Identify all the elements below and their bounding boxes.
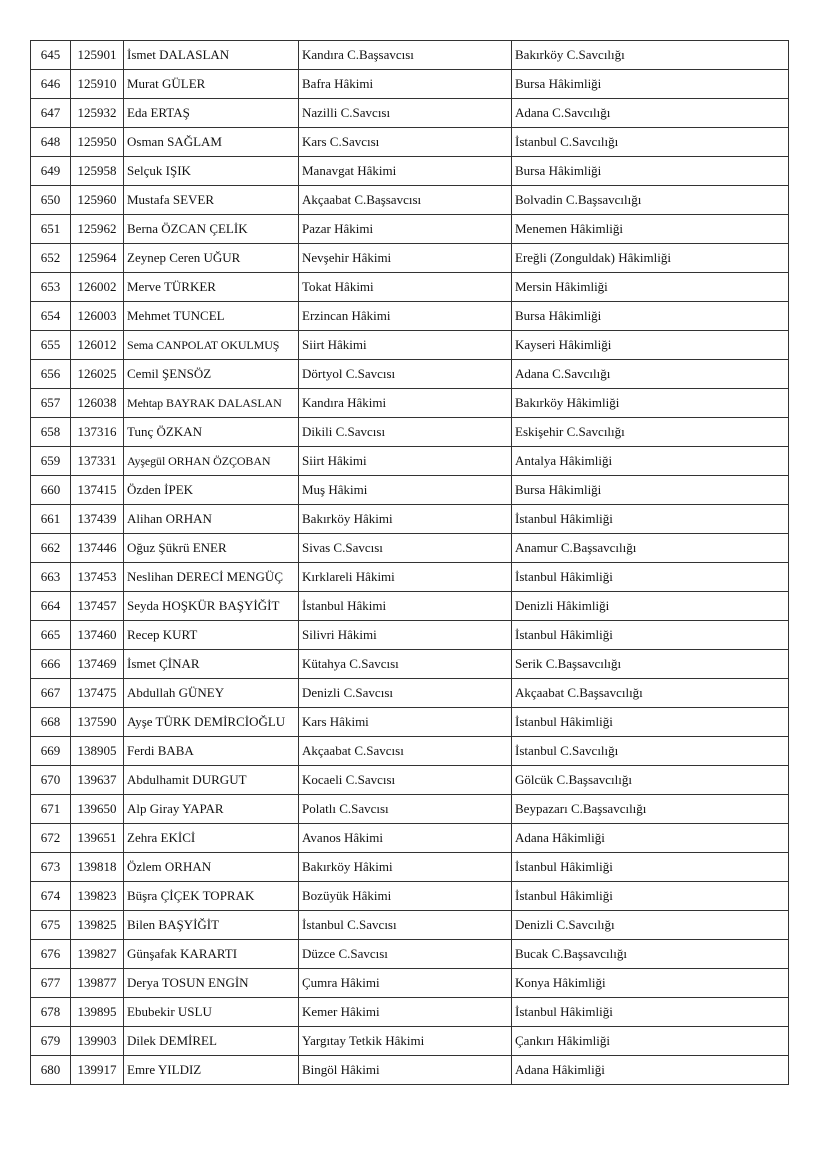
table-row bbox=[31, 128, 789, 157]
table-row bbox=[31, 969, 789, 998]
row-number-cell: 674 bbox=[31, 882, 71, 911]
new-post-cell: İstanbul Hâkimliği bbox=[512, 882, 789, 911]
name-cell: Mehtap BAYRAK DALASLAN bbox=[124, 389, 299, 418]
name-cell: Oğuz Şükrü ENER bbox=[124, 534, 299, 563]
name-cell: Ebubekir USLU bbox=[124, 998, 299, 1027]
current-post-cell: Siirt Hâkimi bbox=[299, 447, 512, 476]
row-number-cell: 652 bbox=[31, 244, 71, 273]
name-cell: Ayşe TÜRK DEMİRCİOĞLU bbox=[124, 708, 299, 737]
table-row bbox=[31, 41, 789, 70]
name-cell: Mustafa SEVER bbox=[124, 186, 299, 215]
table-row bbox=[31, 1027, 789, 1056]
table-row bbox=[31, 186, 789, 215]
current-post-cell: Nevşehir Hâkimi bbox=[299, 244, 512, 273]
registry-number-cell: 139637 bbox=[71, 766, 124, 795]
registry-number-cell: 139877 bbox=[71, 969, 124, 998]
table-row bbox=[31, 766, 789, 795]
table-row bbox=[31, 157, 789, 186]
new-post-cell: İstanbul Hâkimliği bbox=[512, 505, 789, 534]
registry-number-cell: 137469 bbox=[71, 650, 124, 679]
row-number-cell: 660 bbox=[31, 476, 71, 505]
row-number-cell: 663 bbox=[31, 563, 71, 592]
table-row bbox=[31, 331, 789, 360]
table-row bbox=[31, 534, 789, 563]
registry-number-cell: 126002 bbox=[71, 273, 124, 302]
table-row bbox=[31, 99, 789, 128]
table-row bbox=[31, 302, 789, 331]
current-post-cell: Denizli C.Savcısı bbox=[299, 679, 512, 708]
new-post-cell: Denizli C.Savcılığı bbox=[512, 911, 789, 940]
name-cell: Merve TÜRKER bbox=[124, 273, 299, 302]
table-row bbox=[31, 650, 789, 679]
current-post-cell: Kars C.Savcısı bbox=[299, 128, 512, 157]
current-post-cell: Çumra Hâkimi bbox=[299, 969, 512, 998]
registry-number-cell: 137415 bbox=[71, 476, 124, 505]
new-post-cell: Akçaabat C.Başsavcılığı bbox=[512, 679, 789, 708]
table-row bbox=[31, 215, 789, 244]
name-cell: Seyda HOŞKÜR BAŞYİĞİT bbox=[124, 592, 299, 621]
row-number-cell: 671 bbox=[31, 795, 71, 824]
row-number-cell: 657 bbox=[31, 389, 71, 418]
row-number-cell: 658 bbox=[31, 418, 71, 447]
row-number-cell: 651 bbox=[31, 215, 71, 244]
table-row bbox=[31, 505, 789, 534]
name-cell: Dilek DEMİREL bbox=[124, 1027, 299, 1056]
current-post-cell: Polatlı C.Savcısı bbox=[299, 795, 512, 824]
row-number-cell: 673 bbox=[31, 853, 71, 882]
registry-number-cell: 138905 bbox=[71, 737, 124, 766]
new-post-cell: Bucak C.Başsavcılığı bbox=[512, 940, 789, 969]
name-cell: Özlem ORHAN bbox=[124, 853, 299, 882]
document-page bbox=[30, 40, 789, 1085]
registry-number-cell: 139651 bbox=[71, 824, 124, 853]
current-post-cell: Kocaeli C.Savcısı bbox=[299, 766, 512, 795]
new-post-cell: Mersin Hâkimliği bbox=[512, 273, 789, 302]
new-post-cell: İstanbul C.Savcılığı bbox=[512, 128, 789, 157]
table-row bbox=[31, 389, 789, 418]
new-post-cell: Bakırköy Hâkimliği bbox=[512, 389, 789, 418]
registry-number-cell: 126038 bbox=[71, 389, 124, 418]
current-post-cell: Nazilli C.Savcısı bbox=[299, 99, 512, 128]
current-post-cell: Kandıra C.Başsavcısı bbox=[299, 41, 512, 70]
new-post-cell: Kayseri Hâkimliği bbox=[512, 331, 789, 360]
current-post-cell: Silivri Hâkimi bbox=[299, 621, 512, 650]
new-post-cell: Menemen Hâkimliği bbox=[512, 215, 789, 244]
name-cell: Selçuk IŞIK bbox=[124, 157, 299, 186]
new-post-cell: Konya Hâkimliği bbox=[512, 969, 789, 998]
registry-number-cell: 139917 bbox=[71, 1056, 124, 1085]
registry-number-cell: 139650 bbox=[71, 795, 124, 824]
row-number-cell: 680 bbox=[31, 1056, 71, 1085]
table-row bbox=[31, 1056, 789, 1085]
table-row bbox=[31, 882, 789, 911]
table-body bbox=[31, 41, 789, 1085]
name-cell: Günşafak KARARTI bbox=[124, 940, 299, 969]
name-cell: Özden İPEK bbox=[124, 476, 299, 505]
registry-number-cell: 137316 bbox=[71, 418, 124, 447]
current-post-cell: Kandıra Hâkimi bbox=[299, 389, 512, 418]
registry-number-cell: 137446 bbox=[71, 534, 124, 563]
name-cell: Sema CANPOLAT OKULMUŞ bbox=[124, 331, 299, 360]
row-number-cell: 679 bbox=[31, 1027, 71, 1056]
current-post-cell: Sivas C.Savcısı bbox=[299, 534, 512, 563]
row-number-cell: 666 bbox=[31, 650, 71, 679]
registry-number-cell: 125960 bbox=[71, 186, 124, 215]
row-number-cell: 647 bbox=[31, 99, 71, 128]
registry-number-cell: 139827 bbox=[71, 940, 124, 969]
row-number-cell: 656 bbox=[31, 360, 71, 389]
row-number-cell: 645 bbox=[31, 41, 71, 70]
table-row bbox=[31, 447, 789, 476]
new-post-cell: İstanbul Hâkimliği bbox=[512, 563, 789, 592]
row-number-cell: 669 bbox=[31, 737, 71, 766]
registry-number-cell: 125910 bbox=[71, 70, 124, 99]
table-row bbox=[31, 360, 789, 389]
current-post-cell: Dikili C.Savcısı bbox=[299, 418, 512, 447]
registry-number-cell: 125962 bbox=[71, 215, 124, 244]
new-post-cell: Adana Hâkimliği bbox=[512, 1056, 789, 1085]
registry-number-cell: 126003 bbox=[71, 302, 124, 331]
registry-number-cell: 125932 bbox=[71, 99, 124, 128]
new-post-cell: İstanbul Hâkimliği bbox=[512, 708, 789, 737]
registry-number-cell: 139903 bbox=[71, 1027, 124, 1056]
current-post-cell: Kemer Hâkimi bbox=[299, 998, 512, 1027]
registry-number-cell: 137331 bbox=[71, 447, 124, 476]
new-post-cell: Bolvadin C.Başsavcılığı bbox=[512, 186, 789, 215]
current-post-cell: Muş Hâkimi bbox=[299, 476, 512, 505]
new-post-cell: Bursa Hâkimliği bbox=[512, 70, 789, 99]
name-cell: Abdullah GÜNEY bbox=[124, 679, 299, 708]
registry-number-cell: 139818 bbox=[71, 853, 124, 882]
registry-number-cell: 125958 bbox=[71, 157, 124, 186]
name-cell: Ferdi BABA bbox=[124, 737, 299, 766]
current-post-cell: Manavgat Hâkimi bbox=[299, 157, 512, 186]
row-number-cell: 648 bbox=[31, 128, 71, 157]
current-post-cell: Siirt Hâkimi bbox=[299, 331, 512, 360]
current-post-cell: Akçaabat C.Savcısı bbox=[299, 737, 512, 766]
table-row bbox=[31, 911, 789, 940]
registry-number-cell: 137590 bbox=[71, 708, 124, 737]
table-row bbox=[31, 476, 789, 505]
row-number-cell: 659 bbox=[31, 447, 71, 476]
new-post-cell: İstanbul Hâkimliği bbox=[512, 998, 789, 1027]
name-cell: İsmet DALASLAN bbox=[124, 41, 299, 70]
table-row bbox=[31, 244, 789, 273]
new-post-cell: Bakırköy C.Savcılığı bbox=[512, 41, 789, 70]
name-cell: Alp Giray YAPAR bbox=[124, 795, 299, 824]
name-cell: Eda ERTAŞ bbox=[124, 99, 299, 128]
table-row bbox=[31, 998, 789, 1027]
table-row bbox=[31, 563, 789, 592]
new-post-cell: Denizli Hâkimliği bbox=[512, 592, 789, 621]
table-row bbox=[31, 592, 789, 621]
row-number-cell: 672 bbox=[31, 824, 71, 853]
name-cell: Cemil ŞENSÖZ bbox=[124, 360, 299, 389]
new-post-cell: Anamur C.Başsavcılığı bbox=[512, 534, 789, 563]
row-number-cell: 675 bbox=[31, 911, 71, 940]
new-post-cell: Beypazarı C.Başsavcılığı bbox=[512, 795, 789, 824]
table-row bbox=[31, 940, 789, 969]
current-post-cell: Bakırköy Hâkimi bbox=[299, 853, 512, 882]
registry-number-cell: 139823 bbox=[71, 882, 124, 911]
name-cell: Ayşegül ORHAN ÖZÇOBAN bbox=[124, 447, 299, 476]
current-post-cell: Bozüyük Hâkimi bbox=[299, 882, 512, 911]
current-post-cell: Bingöl Hâkimi bbox=[299, 1056, 512, 1085]
table-row bbox=[31, 273, 789, 302]
name-cell: Alihan ORHAN bbox=[124, 505, 299, 534]
row-number-cell: 670 bbox=[31, 766, 71, 795]
name-cell: İsmet ÇİNAR bbox=[124, 650, 299, 679]
row-number-cell: 668 bbox=[31, 708, 71, 737]
new-post-cell: İstanbul Hâkimliği bbox=[512, 853, 789, 882]
name-cell: Abdulhamit DURGUT bbox=[124, 766, 299, 795]
table-row bbox=[31, 679, 789, 708]
registry-number-cell: 125950 bbox=[71, 128, 124, 157]
name-cell: Osman SAĞLAM bbox=[124, 128, 299, 157]
current-post-cell: Avanos Hâkimi bbox=[299, 824, 512, 853]
registry-number-cell: 139825 bbox=[71, 911, 124, 940]
appointment-table bbox=[30, 40, 789, 1085]
name-cell: Emre YILDIZ bbox=[124, 1056, 299, 1085]
name-cell: Zehra EKİCİ bbox=[124, 824, 299, 853]
registry-number-cell: 139895 bbox=[71, 998, 124, 1027]
name-cell: Tunç ÖZKAN bbox=[124, 418, 299, 447]
current-post-cell: Pazar Hâkimi bbox=[299, 215, 512, 244]
current-post-cell: İstanbul C.Savcısı bbox=[299, 911, 512, 940]
new-post-cell: Bursa Hâkimliği bbox=[512, 157, 789, 186]
current-post-cell: İstanbul Hâkimi bbox=[299, 592, 512, 621]
row-number-cell: 665 bbox=[31, 621, 71, 650]
registry-number-cell: 137460 bbox=[71, 621, 124, 650]
row-number-cell: 654 bbox=[31, 302, 71, 331]
new-post-cell: Gölcük C.Başsavcılığı bbox=[512, 766, 789, 795]
current-post-cell: Bakırköy Hâkimi bbox=[299, 505, 512, 534]
new-post-cell: Adana Hâkimliği bbox=[512, 824, 789, 853]
current-post-cell: Yargıtay Tetkik Hâkimi bbox=[299, 1027, 512, 1056]
table-row bbox=[31, 70, 789, 99]
registry-number-cell: 126025 bbox=[71, 360, 124, 389]
table-row bbox=[31, 418, 789, 447]
row-number-cell: 677 bbox=[31, 969, 71, 998]
current-post-cell: Düzce C.Savcısı bbox=[299, 940, 512, 969]
new-post-cell: Çankırı Hâkimliği bbox=[512, 1027, 789, 1056]
new-post-cell: Ereğli (Zonguldak) Hâkimliği bbox=[512, 244, 789, 273]
current-post-cell: Erzincan Hâkimi bbox=[299, 302, 512, 331]
row-number-cell: 664 bbox=[31, 592, 71, 621]
table-row bbox=[31, 853, 789, 882]
name-cell: Büşra ÇİÇEK TOPRAK bbox=[124, 882, 299, 911]
name-cell: Berna ÖZCAN ÇELİK bbox=[124, 215, 299, 244]
new-post-cell: Antalya Hâkimliği bbox=[512, 447, 789, 476]
row-number-cell: 678 bbox=[31, 998, 71, 1027]
new-post-cell: İstanbul C.Savcılığı bbox=[512, 737, 789, 766]
row-number-cell: 649 bbox=[31, 157, 71, 186]
table-row bbox=[31, 737, 789, 766]
table-row bbox=[31, 795, 789, 824]
registry-number-cell: 126012 bbox=[71, 331, 124, 360]
current-post-cell: Kırklareli Hâkimi bbox=[299, 563, 512, 592]
name-cell: Zeynep Ceren UĞUR bbox=[124, 244, 299, 273]
table-row bbox=[31, 621, 789, 650]
row-number-cell: 676 bbox=[31, 940, 71, 969]
current-post-cell: Akçaabat C.Başsavcısı bbox=[299, 186, 512, 215]
row-number-cell: 646 bbox=[31, 70, 71, 99]
new-post-cell: Bursa Hâkimliği bbox=[512, 476, 789, 505]
current-post-cell: Tokat Hâkimi bbox=[299, 273, 512, 302]
row-number-cell: 667 bbox=[31, 679, 71, 708]
registry-number-cell: 137475 bbox=[71, 679, 124, 708]
new-post-cell: İstanbul Hâkimliği bbox=[512, 621, 789, 650]
new-post-cell: Adana C.Savcılığı bbox=[512, 360, 789, 389]
name-cell: Recep KURT bbox=[124, 621, 299, 650]
name-cell: Mehmet TUNCEL bbox=[124, 302, 299, 331]
current-post-cell: Kars Hâkimi bbox=[299, 708, 512, 737]
row-number-cell: 650 bbox=[31, 186, 71, 215]
table-row bbox=[31, 824, 789, 853]
name-cell: Derya TOSUN ENGİN bbox=[124, 969, 299, 998]
current-post-cell: Kütahya C.Savcısı bbox=[299, 650, 512, 679]
registry-number-cell: 137453 bbox=[71, 563, 124, 592]
new-post-cell: Eskişehir C.Savcılığı bbox=[512, 418, 789, 447]
new-post-cell: Bursa Hâkimliği bbox=[512, 302, 789, 331]
row-number-cell: 653 bbox=[31, 273, 71, 302]
row-number-cell: 655 bbox=[31, 331, 71, 360]
new-post-cell: Adana C.Savcılığı bbox=[512, 99, 789, 128]
registry-number-cell: 125901 bbox=[71, 41, 124, 70]
name-cell: Neslihan DERECİ MENGÜÇ bbox=[124, 563, 299, 592]
registry-number-cell: 137439 bbox=[71, 505, 124, 534]
current-post-cell: Bafra Hâkimi bbox=[299, 70, 512, 99]
registry-number-cell: 137457 bbox=[71, 592, 124, 621]
registry-number-cell: 125964 bbox=[71, 244, 124, 273]
new-post-cell: Serik C.Başsavcılığı bbox=[512, 650, 789, 679]
row-number-cell: 662 bbox=[31, 534, 71, 563]
name-cell: Bilen BAŞYİĞİT bbox=[124, 911, 299, 940]
table-row bbox=[31, 708, 789, 737]
row-number-cell: 661 bbox=[31, 505, 71, 534]
current-post-cell: Dörtyol C.Savcısı bbox=[299, 360, 512, 389]
name-cell: Murat GÜLER bbox=[124, 70, 299, 99]
